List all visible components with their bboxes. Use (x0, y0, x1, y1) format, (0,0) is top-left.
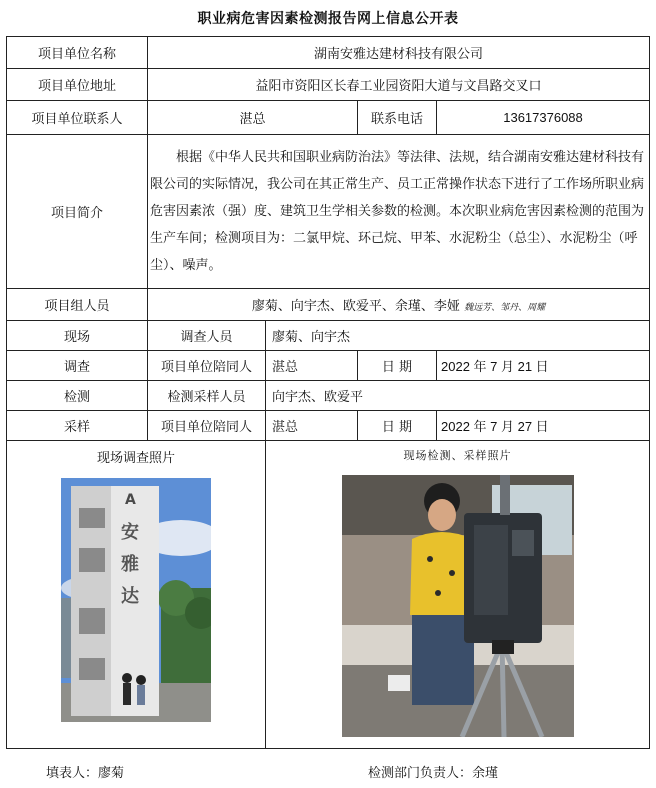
photo-right-cell (266, 441, 650, 749)
tower-sign-2: 雅 (121, 554, 139, 575)
investigator-label: 调查人员 (148, 321, 266, 351)
survey-date-label: 日 期 (358, 351, 437, 381)
sampler-label: 检测采样人员 (148, 381, 266, 411)
survey-accompany-value: 湛总 (266, 351, 358, 381)
detect-accompany-label: 项目单位陪同人 (148, 411, 266, 441)
intro-label: 项目简介 (7, 135, 148, 289)
investigator-value: 廖菊、向宇杰 (266, 321, 650, 351)
detect-accompany-value: 湛总 (266, 411, 358, 441)
site-sampling-photo (342, 475, 574, 737)
team-value (148, 289, 650, 321)
photo-left-cell (7, 441, 266, 749)
contact-label: 项目单位联系人 (7, 101, 148, 135)
photo-right-title: 现场检测、采样照片 (403, 449, 512, 462)
detect-label-top: 检测 (7, 381, 148, 411)
survey-label-top: 现场 (7, 321, 148, 351)
sampler-value: 向宇杰、欧爱平 (266, 381, 650, 411)
address-label: 项目单位地址 (7, 69, 148, 101)
tower-sign-1: 安 (121, 522, 139, 543)
site-sampling-image (342, 475, 574, 737)
unit-name-value: 湖南安雅达建材科技有限公司 (148, 37, 650, 69)
site-survey-image (61, 478, 211, 722)
page-title: 职业病危害因素检测报告网上信息公开表 (197, 11, 459, 27)
phone-value: 13617376088 (437, 101, 650, 135)
survey-date-value: 2022 年 7 月 21 日 (437, 351, 650, 381)
site-survey-photo (61, 478, 211, 722)
photo-left-title: 现场调查照片 (96, 451, 175, 466)
intro-text: 根据《中华人民共和国职业病防治法》等法律、法规，结合湖南安雅达建材科技有限公司的实际情况，我公司在其正常生产、员工正常操作状态下进行了工作场所职业病危害因素浓（强）度、建筑卫生学相关参数的检测。本次职业病危害因素检测的范围为生产车间；检测项目为：二氯甲烷、环己烷、甲苯、水泥粉尘（总尘）、水泥粉尘（呼尘）、噪声。 (148, 135, 650, 289)
survey-accompany-label: 项目单位陪同人 (148, 351, 266, 381)
phone-label: 联系电话 (358, 101, 437, 135)
dept-head-signature: 检测部门负责人：余瑾 (368, 766, 499, 781)
contact-value: 湛总 (148, 101, 358, 135)
info-table (6, 36, 650, 749)
unit-name-label: 项目单位名称 (7, 37, 148, 69)
address-value: 益阳市资阳区长春工业园资阳大道与文昌路交叉口 (148, 69, 650, 101)
detect-label-bottom: 采样 (7, 411, 148, 441)
detect-date-label: 日 期 (358, 411, 437, 441)
team-members-handwritten: 魏远芳、邹丹、周耀 (464, 303, 546, 313)
team-label: 项目组人员 (7, 289, 148, 321)
detect-date-value: 2022 年 7 月 27 日 (437, 411, 650, 441)
survey-label-bottom: 调查 (7, 351, 148, 381)
tower-logo: A (125, 492, 136, 508)
tower-sign-3: 达 (121, 586, 139, 607)
team-members: 廖菊、向宇杰、欧爱平、余瑾、李娅 (251, 299, 460, 314)
filler-signature: 填表人：廖菊 (46, 766, 125, 781)
